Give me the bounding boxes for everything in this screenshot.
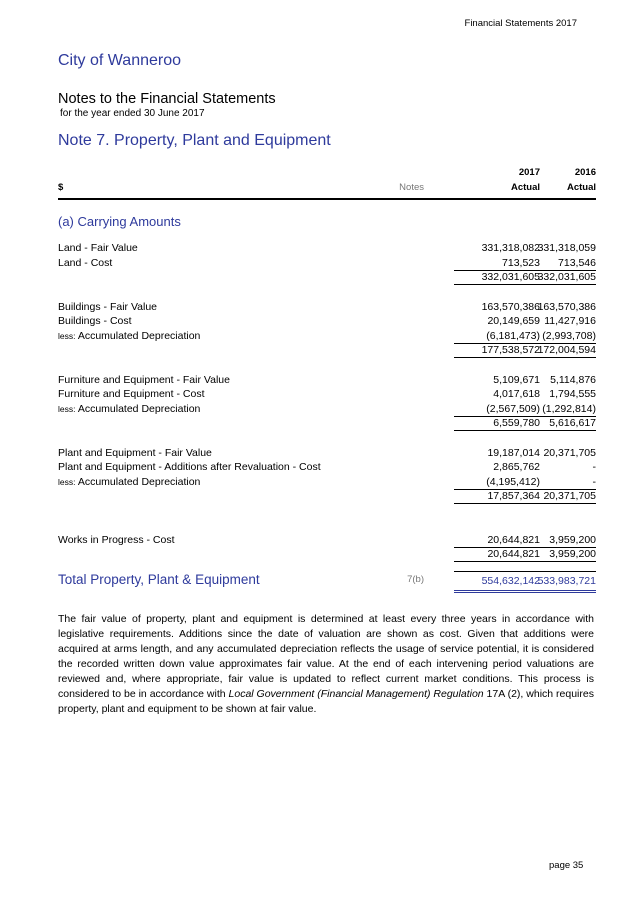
- value-2017: 20,644,821: [487, 533, 540, 546]
- total-2016-value: 533,983,721: [530, 571, 596, 593]
- row-label: [58, 446, 212, 461]
- subtotal-2017: [438, 489, 542, 504]
- value-2016: (2,993,708): [542, 329, 596, 342]
- notes-subtitle: for the year ended 30 June 2017: [60, 108, 205, 119]
- col-2017-sub: Actual: [510, 181, 540, 193]
- total-row: [58, 571, 596, 589]
- row-label-text: Accumulated Depreciation: [77, 329, 201, 342]
- value-2016: 3,959,200: [549, 533, 596, 546]
- value-2016: (1,292,814): [542, 402, 596, 415]
- row-label: [58, 314, 132, 329]
- subtotal-2017-value: 17,857,364: [454, 489, 540, 504]
- subtotal-2016: [528, 489, 596, 504]
- row-label: [58, 475, 200, 490]
- paragraph-text-after: 17A (2), which requires property, plant and equipment to be shown at fair value.: [58, 688, 594, 715]
- table-row: [58, 329, 596, 344]
- table-row: [58, 314, 596, 329]
- value-2017: 20,149,659: [487, 315, 540, 328]
- total-2016: [528, 571, 596, 593]
- subtotal-2017-value: 6,559,780: [454, 416, 540, 431]
- row-label-text: Accumulated Depreciation: [77, 475, 201, 488]
- value-2016: -: [592, 461, 596, 474]
- table-row: [58, 300, 596, 315]
- row-label: [58, 533, 175, 548]
- subtotal-row: [58, 270, 596, 285]
- value-2017: 713,523: [502, 256, 540, 269]
- subtotal-2017: [438, 270, 542, 285]
- subtotal-2017-value: 20,644,821: [454, 547, 540, 562]
- value-2016: 163,570,386: [537, 300, 596, 313]
- organisation-name: City of Wanneroo: [58, 52, 182, 69]
- value-2017: 5,109,671: [493, 373, 540, 386]
- subtotal-2017-value: 177,538,572: [454, 343, 540, 358]
- table-row: [58, 256, 596, 271]
- section-title-text: (a) Carrying Amounts: [58, 214, 181, 230]
- table-row: [58, 387, 596, 402]
- row-label: [58, 329, 200, 344]
- value-2017: (4,195,412): [486, 475, 540, 488]
- row-label-text: Buildings - Fair Value: [58, 300, 158, 313]
- row-label: [58, 373, 230, 388]
- table-row: [58, 446, 596, 461]
- subtotal-row: [58, 416, 596, 431]
- note-title: Note 7. Property, Plant and Equipment: [58, 132, 331, 149]
- value-2016: 20,371,705: [543, 446, 596, 459]
- row-label-text: Accumulated Depreciation: [77, 402, 201, 415]
- value-2017: 2,865,762: [493, 461, 540, 474]
- subtotal-2016: [528, 416, 596, 431]
- row-label: [58, 387, 205, 402]
- col-2016-year: 2016: [574, 167, 596, 178]
- subtotal-2017: [438, 343, 542, 358]
- col-notes: Notes: [399, 181, 424, 193]
- value-2016: 5,114,876: [550, 373, 596, 386]
- value-2016: 1,794,555: [549, 388, 596, 401]
- subtotal-2016-value: 332,031,605: [530, 270, 596, 285]
- row-label: [58, 241, 138, 256]
- row-label-text: Plant and Equipment - Additions after Revaluation - Cost: [58, 461, 321, 474]
- notes-title: Notes to the Financial Statements: [58, 91, 276, 107]
- subtotal-2016-value: 5,616,617: [530, 416, 596, 431]
- value-2016: 11,427,916: [544, 315, 596, 328]
- value-2017: (2,567,509): [486, 402, 540, 415]
- row-label: [58, 256, 112, 271]
- table-body: [58, 241, 596, 562]
- row-label-text: Land - Fair Value: [58, 242, 138, 255]
- table-row: [58, 373, 596, 388]
- fair-value-paragraph: [58, 612, 594, 717]
- value-2017: 163,570,386: [481, 300, 540, 313]
- value-2016: 713,546: [558, 256, 596, 269]
- row-label-text: Furniture and Equipment - Fair Value: [58, 373, 230, 386]
- row-label-text: Works in Progress - Cost: [58, 533, 175, 546]
- subtotal-2016-value: 172,004,594: [530, 343, 596, 358]
- less-prefix: less:: [58, 403, 76, 414]
- row-label-text: Land - Cost: [58, 256, 113, 269]
- subtotal-2016: [528, 270, 596, 285]
- total-2017: [438, 571, 542, 593]
- subtotal-2017: [438, 547, 542, 562]
- less-prefix: less:: [58, 476, 76, 487]
- value-2017: 4,017,618: [493, 388, 540, 401]
- subtotal-2016: [528, 547, 596, 562]
- value-2016: 331,318,059: [537, 242, 596, 255]
- value-2017: 19,187,014: [487, 446, 540, 459]
- value-2017: 331,318,082: [481, 242, 540, 255]
- subtotal-2016-value: 3,959,200: [530, 547, 596, 562]
- row-label: [58, 300, 157, 315]
- table-row: [58, 460, 596, 475]
- paragraph-italic: Local Government (Financial Management) Regulation: [228, 688, 484, 700]
- document-header: Financial Statements 2017: [464, 18, 577, 29]
- row-label-text: Plant and Equipment - Fair Value: [58, 446, 212, 459]
- subtotal-2016-value: 20,371,705: [530, 489, 596, 504]
- row-label: [58, 460, 321, 475]
- header-row-labels: [58, 181, 596, 196]
- row-label-text: Buildings - Cost: [58, 315, 132, 328]
- subtotal-2017-value: 332,031,605: [454, 270, 540, 285]
- value-2016: -: [592, 475, 596, 488]
- col-2017-year: 2017: [518, 167, 540, 178]
- table-row: [58, 402, 596, 417]
- table-row: [58, 533, 596, 548]
- subtotal-row: [58, 489, 596, 504]
- table-row: [58, 241, 596, 256]
- subtotal-2017: [438, 416, 542, 431]
- total-2017-value: 554,632,142: [454, 571, 540, 593]
- header-row-years: [58, 166, 596, 181]
- col-2016-sub: Actual: [566, 181, 596, 193]
- section-title: [58, 213, 596, 231]
- col-currency: $: [58, 181, 64, 193]
- total-note-ref: 7(b): [407, 574, 424, 586]
- value-2017: (6,181,473): [486, 329, 540, 342]
- row-label-text: Furniture and Equipment - Cost: [58, 388, 205, 401]
- subtotal-row: [58, 547, 596, 562]
- total-label: Total Property, Plant & Equipment: [58, 572, 260, 588]
- less-prefix: less:: [58, 330, 76, 341]
- page-number: page 35: [549, 860, 584, 871]
- subtotal-2016: [528, 343, 596, 358]
- paragraph-text-before: The fair value of property, plant and equipment is determined at least every three years in accordance with legislative requirements. Additions since the date of valuation are shown as cost. Given that additions were acquired at arms length, and any accumulated depreciation reflects the usage of service potential, it is considered the recorded written down value approximates fair value. At the end of each intervening period valuations are reviewed and, where appropriate, fair value is updated to reflect current market conditions. This process is considered to be in accordance with: [58, 613, 594, 700]
- table-row: [58, 475, 596, 490]
- row-label: [58, 402, 200, 417]
- carrying-amounts-table: [58, 166, 596, 589]
- subtotal-row: [58, 343, 596, 358]
